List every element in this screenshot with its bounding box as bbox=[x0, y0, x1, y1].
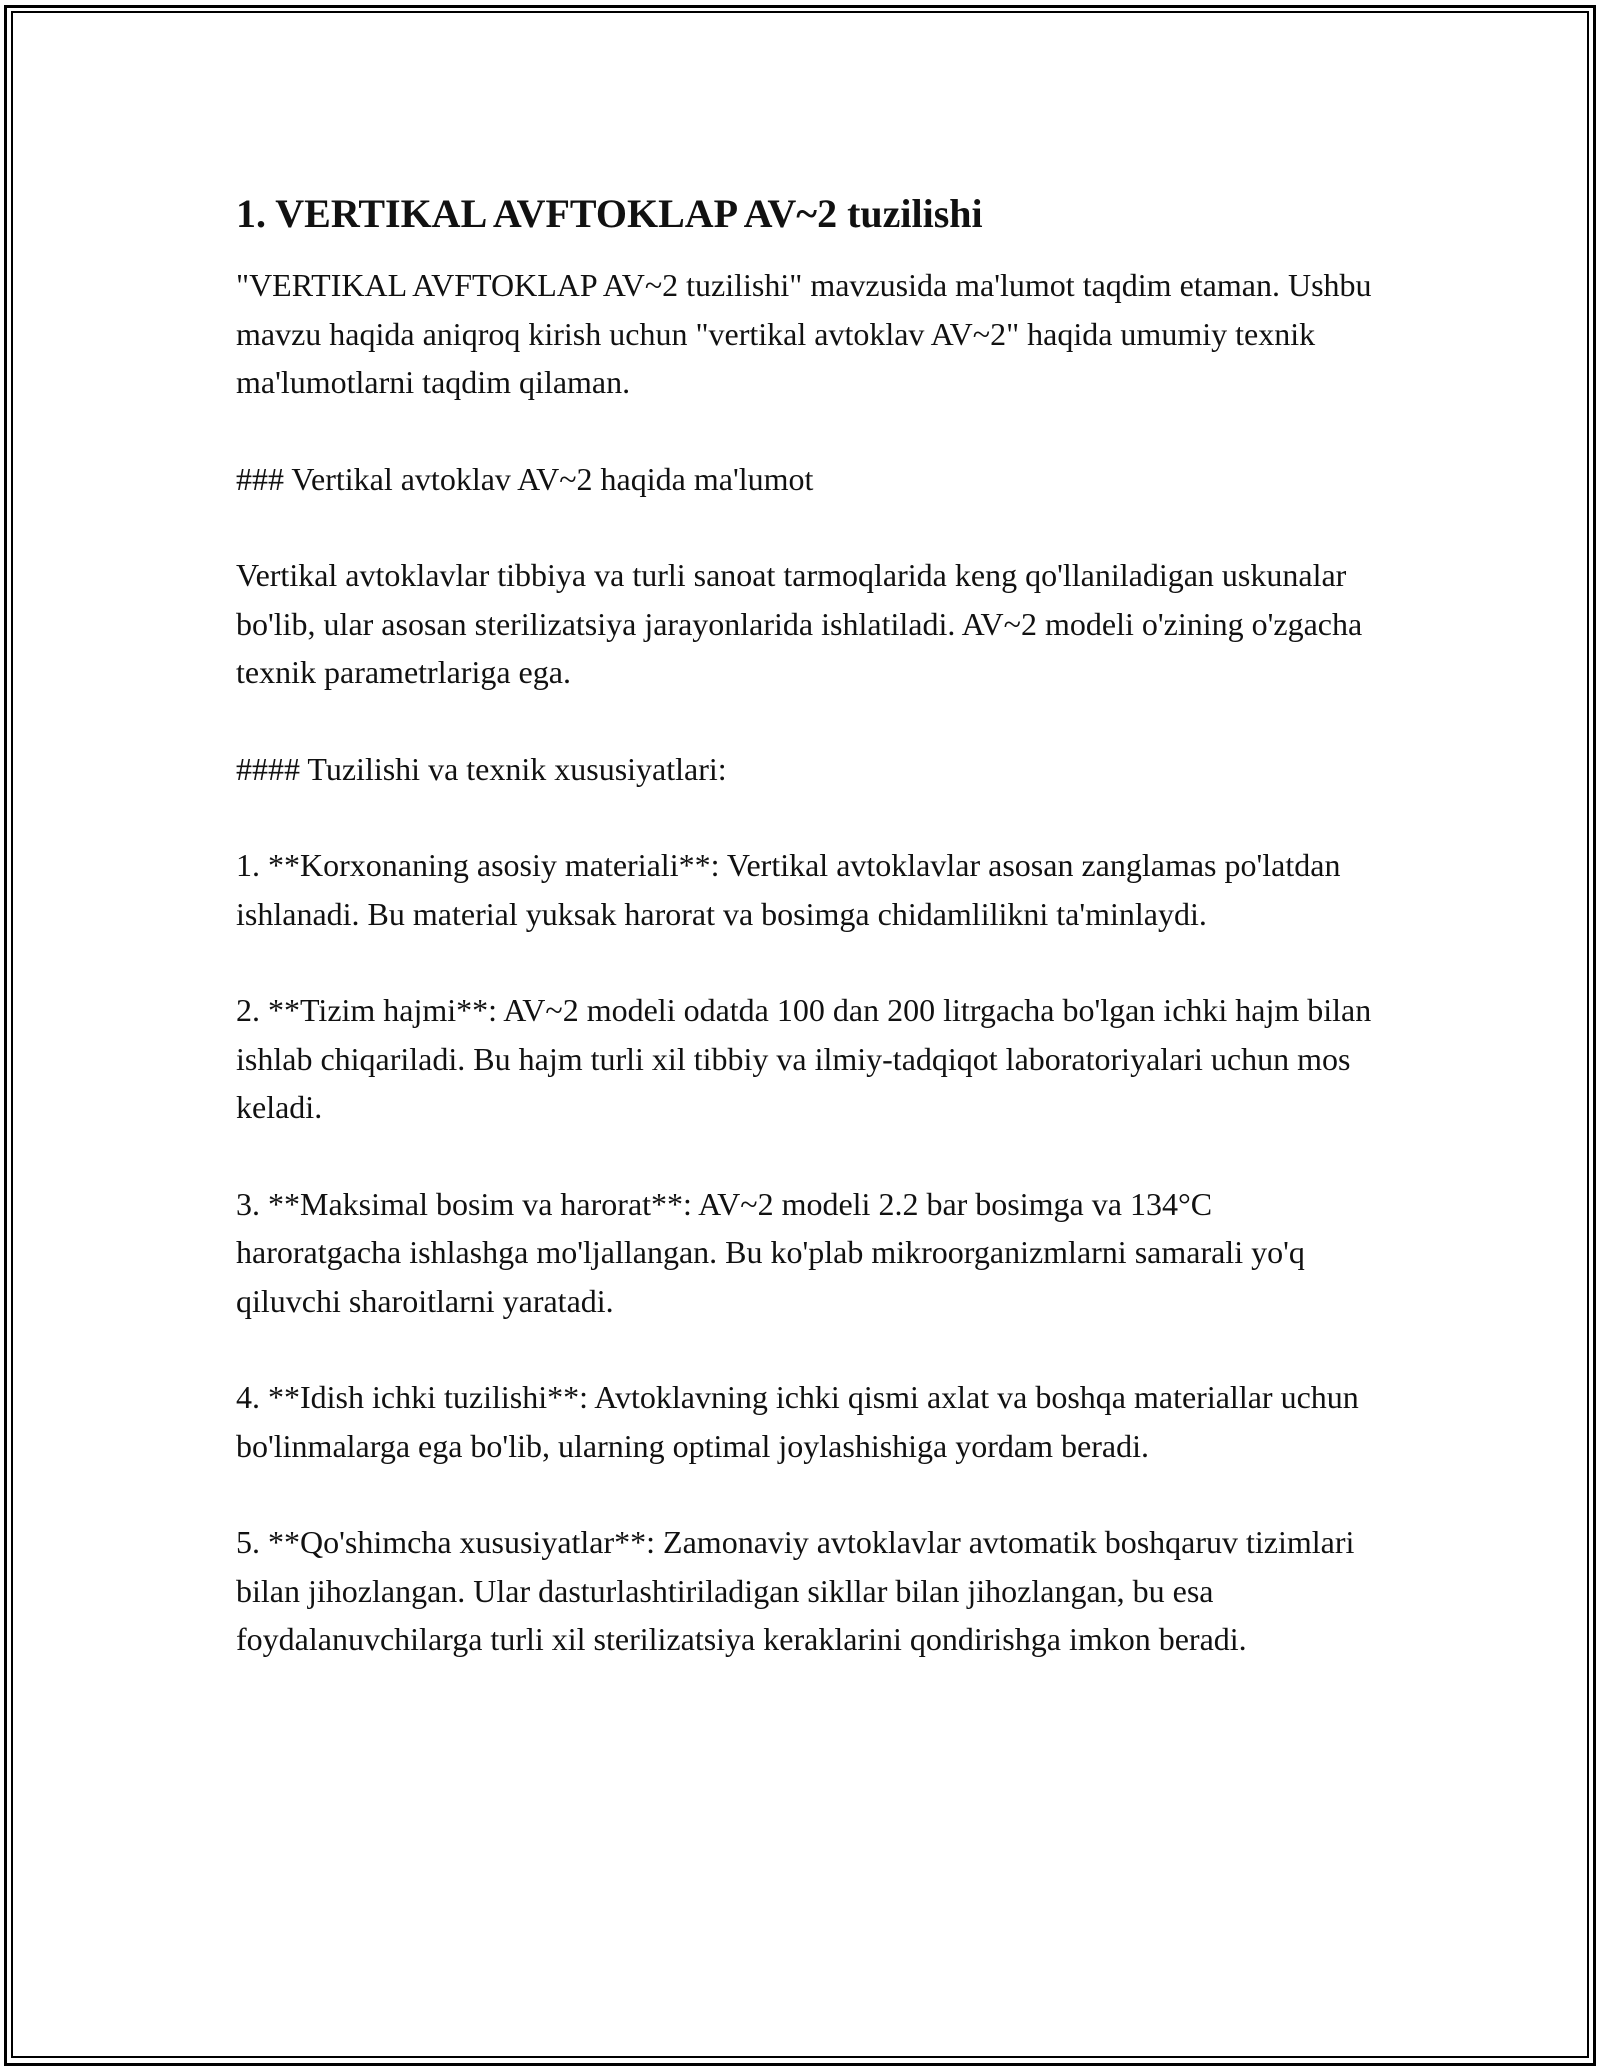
list-item-pressure-temperature: 3. **Maksimal bosim va harorat**: AV~2 modeli 2.2 bar bosimga va 134°C haroratgacha ishlashga mo'ljallangan. Bu ko'plab mikroorganizmlarni samarali yo'q qiluvchi sharoitlarni yaratadi. bbox=[236, 1185, 1305, 1319]
section-heading-about: ### Vertikal avtoklav AV~2 haqida ma'lumot bbox=[236, 460, 814, 497]
list-item-additional-features: 5. **Qo'shimcha xususiyatlar**: Zamonaviy avtoklavlar avtomatik boshqaruv tizimlari bilan jihozlangan. Ular dasturlashtiriladigan sikllar bilan jihozlangan, bu esa foydalanuvchilarga turli xil sterilizatsiya keraklarini qondirishga imkon beradi. bbox=[236, 1524, 1355, 1657]
subsection-heading-features: #### Tuzilishi va texnik xususiyatlari: bbox=[236, 750, 727, 787]
list-item-material: 1. **Korxonaning asosiy materiali**: Vertikal avtoklavlar asosan zanglamas po'latdan ishlanadi. Bu material yuksak harorat va bosimga chidamlilikni ta'minlaydi. bbox=[236, 847, 1341, 932]
description-paragraph: Vertikal avtoklavlar tibbiya va turli sanoat tarmoqlarida keng qo'llaniladigan uskunalar bo'lib, ular asosan sterilizatsiya jarayonlarida ishlatiladi. AV~2 modeli o'zining o'zgacha texnik parametrlariga ega. bbox=[236, 557, 1363, 690]
list-item-volume: 2. **Tizim hajmi**: AV~2 modeli odatda 100 dan 200 litrgacha bo'lgan ichki hajm bilan ishlab chiqariladi. Bu hajm turli xil tibbiy va ilmiy-tadqiqot laboratoriyalari uchun mos keladi. bbox=[236, 992, 1372, 1125]
intro-paragraph: "VERTIKAL AVFTOKLAP AV~2 tuzilishi" mavzusida ma'lumot taqdim etaman. Ushbu mavzu haqida aniqroq kirish uchun "vertikal avtoklav AV~2" haqida umumiy texnik ma'lumotlarni taqdim qilaman. bbox=[236, 267, 1372, 400]
document-title: 1. VERTIKAL AVFTOKLAP AV~2 tuzilishi bbox=[236, 191, 983, 236]
document-body bbox=[236, 185, 1376, 1712]
list-item-inner-structure: 4. **Idish ichki tuzilishi**: Avtoklavning ichki qismi axlat va boshqa materiallar uchun bo'linmalarga ega bo'lib, ularning optimal joylashishiga yordam beradi. bbox=[236, 1379, 1359, 1464]
